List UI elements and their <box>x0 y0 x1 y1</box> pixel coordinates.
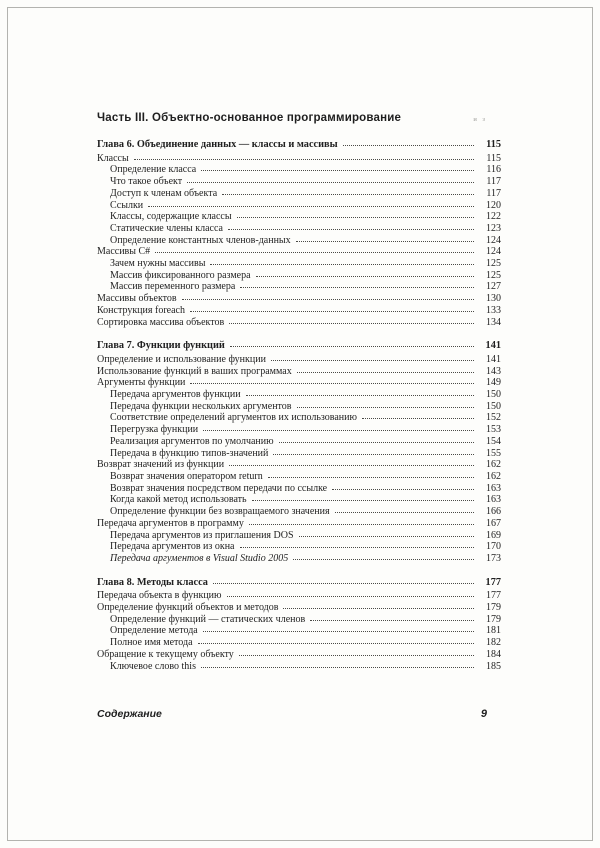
toc-entry <box>97 494 501 506</box>
dot-leader <box>271 360 474 361</box>
toc-entry-title: Сортировка массива объектов <box>97 316 225 328</box>
toc-entry <box>97 625 501 637</box>
toc-entry-page: 125 <box>486 258 501 270</box>
toc-entry <box>97 258 501 270</box>
toc-entry-title: Доступ к членам объекта <box>110 187 218 199</box>
dot-leader <box>222 194 474 195</box>
toc-entry <box>97 541 501 553</box>
dot-leader <box>201 170 474 171</box>
toc-entry <box>97 614 501 626</box>
toc-entry-title: Ссылки <box>110 199 144 211</box>
toc-entry-title: Классы <box>97 152 129 164</box>
toc-entry-page: 150 <box>486 389 501 401</box>
toc-entry <box>97 424 501 436</box>
toc-entry-page: 130 <box>486 293 501 305</box>
toc-entry <box>97 377 501 389</box>
toc-entry <box>97 270 501 282</box>
toc-entry-page: 179 <box>486 613 501 625</box>
toc-entry-page: 167 <box>486 517 501 529</box>
dot-leader <box>273 454 474 455</box>
dot-leader <box>335 512 474 513</box>
toc-entry <box>97 436 501 448</box>
toc-entry-title: Классы, содержащие классы <box>110 211 232 223</box>
toc-entry-title: Соответствие определений аргументов их использованию <box>110 412 357 424</box>
dot-leader <box>190 383 474 384</box>
toc-entry-page: 163 <box>486 482 501 494</box>
toc-entry-title: Глава 6. Объединение данных — классы и массивы <box>97 139 338 150</box>
dot-leader <box>343 145 474 146</box>
dot-leader <box>203 631 474 632</box>
dot-leader <box>229 465 474 466</box>
toc-entry <box>97 293 501 305</box>
dot-leader <box>201 667 474 668</box>
part-heading-row <box>97 112 501 124</box>
toc-entry <box>97 471 501 483</box>
dot-leader <box>182 299 474 300</box>
toc-entry-title: Глава 8. Методы класса <box>97 576 208 588</box>
dot-leader <box>310 620 474 621</box>
toc-entry-title: Передача аргументов из приглашения DOS <box>110 529 294 541</box>
dot-leader <box>237 217 474 218</box>
toc-entry-title: Обращение к текущему объекту <box>97 648 234 660</box>
toc-entry <box>97 366 501 378</box>
dot-leader <box>296 241 474 242</box>
toc-entry <box>97 164 501 176</box>
toc-entry-title: Определение функций — статических членов <box>110 613 306 625</box>
dot-leader <box>213 583 474 584</box>
part-heading: Часть III. Объектно-основанное программирование <box>97 112 402 124</box>
toc-chapter-heading <box>97 340 501 352</box>
toc-entry-title: Определение метода <box>110 625 198 637</box>
toc-entry <box>97 448 501 460</box>
toc-entry-title: Когда какой метод использовать <box>110 494 247 506</box>
dot-leader <box>227 596 474 597</box>
toc-entry <box>97 602 501 614</box>
toc-entry-title: Массив фиксированного размера <box>110 269 251 281</box>
dot-leader <box>240 287 474 288</box>
toc-entry-page: 115 <box>486 139 501 150</box>
dot-leader <box>239 655 474 656</box>
toc-entry <box>97 235 501 247</box>
toc-entry-title: Аргументы функции <box>97 377 186 389</box>
toc-entry-page: 127 <box>486 281 501 293</box>
toc-entry-title: Передача аргументов из окна <box>110 541 235 553</box>
toc-entry-page: 170 <box>486 541 501 553</box>
dot-leader <box>134 159 474 160</box>
toc-entry-title: Возврат значения оператором return <box>110 470 263 482</box>
dot-leader <box>148 206 474 207</box>
toc-entry <box>97 246 501 258</box>
toc-entry-page: 163 <box>486 494 501 506</box>
dot-leader <box>299 536 474 537</box>
toc-entry-page: 162 <box>486 470 501 482</box>
footer-page-number: 9 <box>480 708 487 721</box>
dot-leader <box>240 547 475 548</box>
footer-section-label: Содержание <box>97 708 162 721</box>
toc-entry-page: 143 <box>486 365 501 377</box>
toc-entry-title: Статические члены класса <box>110 222 223 234</box>
toc-entry-page: 117 <box>486 176 501 188</box>
toc-entry-page: 120 <box>486 199 501 211</box>
toc-entry-title: Ключевое слово this <box>110 660 196 672</box>
toc-entry-page: 149 <box>486 377 501 389</box>
toc-entry <box>97 223 501 235</box>
toc-entry <box>97 401 501 413</box>
toc-entry-page: 116 <box>486 164 501 176</box>
dot-leader <box>293 559 474 560</box>
toc-entry <box>97 661 501 673</box>
toc <box>97 139 501 672</box>
toc-entry-page: 124 <box>486 234 501 246</box>
dot-leader <box>246 395 474 396</box>
dot-leader <box>155 252 474 253</box>
toc-entry-title: Передача объекта в функцию <box>97 590 222 602</box>
toc-entry-page: 124 <box>486 246 501 258</box>
toc-entry-title: Массив переменного размера <box>110 281 236 293</box>
toc-entry-page: 150 <box>486 400 501 412</box>
toc-entry-page: 152 <box>486 412 501 424</box>
dot-leader <box>203 430 474 431</box>
toc-entry-title: Передача аргументов в Visual Studio 2005 <box>110 552 289 564</box>
toc-entry-page: 115 <box>486 152 501 164</box>
toc-entry-title: Что такое объект <box>110 176 183 188</box>
toc-entry-page: 153 <box>486 424 501 436</box>
toc-entry-title: Глава 7. Функции функций <box>97 340 225 352</box>
toc-entry-page: 182 <box>486 637 501 649</box>
toc-entry-title: Зачем нужны массивы <box>110 258 206 270</box>
toc-entry-title: Полное имя метода <box>110 637 193 649</box>
dot-leader <box>256 276 474 277</box>
toc-entry-page: 181 <box>486 625 501 637</box>
toc-entry-title: Передача аргументов в программу <box>97 517 244 529</box>
toc-entry-page: 177 <box>486 590 501 602</box>
toc-entry <box>97 211 501 223</box>
toc-entry <box>97 305 501 317</box>
toc-entry-page: 117 <box>486 187 501 199</box>
toc-section <box>97 139 501 328</box>
toc-entry-page: 141 <box>486 353 501 365</box>
toc-entry <box>97 281 501 293</box>
toc-entry-title: Конструкция foreach <box>97 304 185 316</box>
toc-entry-title: Определение и использование функции <box>97 353 266 365</box>
toc-entry-title: Определение константных членов-данных <box>110 234 291 246</box>
toc-entry-page: 166 <box>486 506 501 518</box>
toc-entry-page: 134 <box>486 316 501 328</box>
toc-entry-page: 173 <box>486 552 501 564</box>
dot-leader <box>362 418 474 419</box>
toc-entry-title: Определение функций объектов и методов <box>97 602 279 614</box>
toc-entry-title: Определение функции без возвращаемого значения <box>110 506 330 518</box>
toc-entry-title: Использование функций в ваших программах <box>97 365 292 377</box>
dot-leader <box>187 182 474 183</box>
toc-entry <box>97 354 501 366</box>
toc-entry <box>97 459 501 471</box>
toc-entry-page: 169 <box>486 529 501 541</box>
toc-chapter-heading <box>97 139 501 151</box>
toc-entry-page: 184 <box>486 648 501 660</box>
toc-entry <box>97 649 501 661</box>
dot-leader <box>229 323 474 324</box>
dot-leader <box>252 500 474 501</box>
toc-entry-title: Передача аргументов функции <box>110 389 241 401</box>
toc-entry <box>97 153 501 165</box>
header-note: и з <box>473 116 487 123</box>
toc-entry-page: 133 <box>486 304 501 316</box>
toc-entry-page: 123 <box>486 222 501 234</box>
toc-entry <box>97 176 501 188</box>
toc-entry-title: Массивы C# <box>97 246 151 258</box>
toc-entry-title: Определение класса <box>110 164 197 176</box>
dot-leader <box>249 524 474 525</box>
dot-leader <box>268 477 474 478</box>
toc-entry <box>97 389 501 401</box>
toc-entry-page: 177 <box>485 576 501 588</box>
toc-entry-page: 179 <box>486 602 501 614</box>
page-footer <box>97 708 501 720</box>
toc-entry <box>97 637 501 649</box>
toc-entry <box>97 590 501 602</box>
toc-entry <box>97 317 501 329</box>
toc-entry-title: Реализация аргументов по умолчанию <box>110 435 274 447</box>
toc-entry <box>97 518 501 530</box>
toc-entry-title: Передача функции нескольких аргументов <box>110 400 292 412</box>
dot-leader <box>230 346 474 347</box>
toc-entry <box>97 200 501 212</box>
toc-entry-page: 125 <box>486 269 501 281</box>
toc-entry-page: 122 <box>486 211 501 223</box>
dot-leader <box>210 264 474 265</box>
toc-entry <box>97 530 501 542</box>
dot-leader <box>332 489 474 490</box>
dot-leader <box>228 229 474 230</box>
toc-section <box>97 577 501 673</box>
toc-entry-page: 162 <box>486 459 501 471</box>
toc-entry <box>97 412 501 424</box>
toc-entry-title: Массивы объектов <box>97 293 177 305</box>
toc-entry-page: 185 <box>486 660 501 672</box>
dot-leader <box>297 407 475 408</box>
toc-entry <box>97 483 501 495</box>
toc-entry-title: Передача в функцию типов-значений <box>110 447 269 459</box>
toc-section <box>97 340 501 564</box>
page-content <box>97 112 501 720</box>
dot-leader <box>198 643 474 644</box>
toc-entry-page: 141 <box>485 340 501 352</box>
toc-entry-title: Возврат значений из функции <box>97 459 225 471</box>
toc-entry-title: Возврат значения посредством передачи по ссылке <box>110 482 328 494</box>
dot-leader <box>283 608 474 609</box>
dot-leader <box>279 442 474 443</box>
toc-entry-page: 155 <box>486 447 501 459</box>
toc-entry-page: 154 <box>486 435 501 447</box>
dot-leader <box>190 311 474 312</box>
toc-entry <box>97 553 501 565</box>
toc-entry-title: Перегрузка функции <box>110 424 199 436</box>
dot-leader <box>297 372 474 373</box>
toc-chapter-heading <box>97 577 501 589</box>
toc-entry <box>97 188 501 200</box>
toc-entry <box>97 506 501 518</box>
